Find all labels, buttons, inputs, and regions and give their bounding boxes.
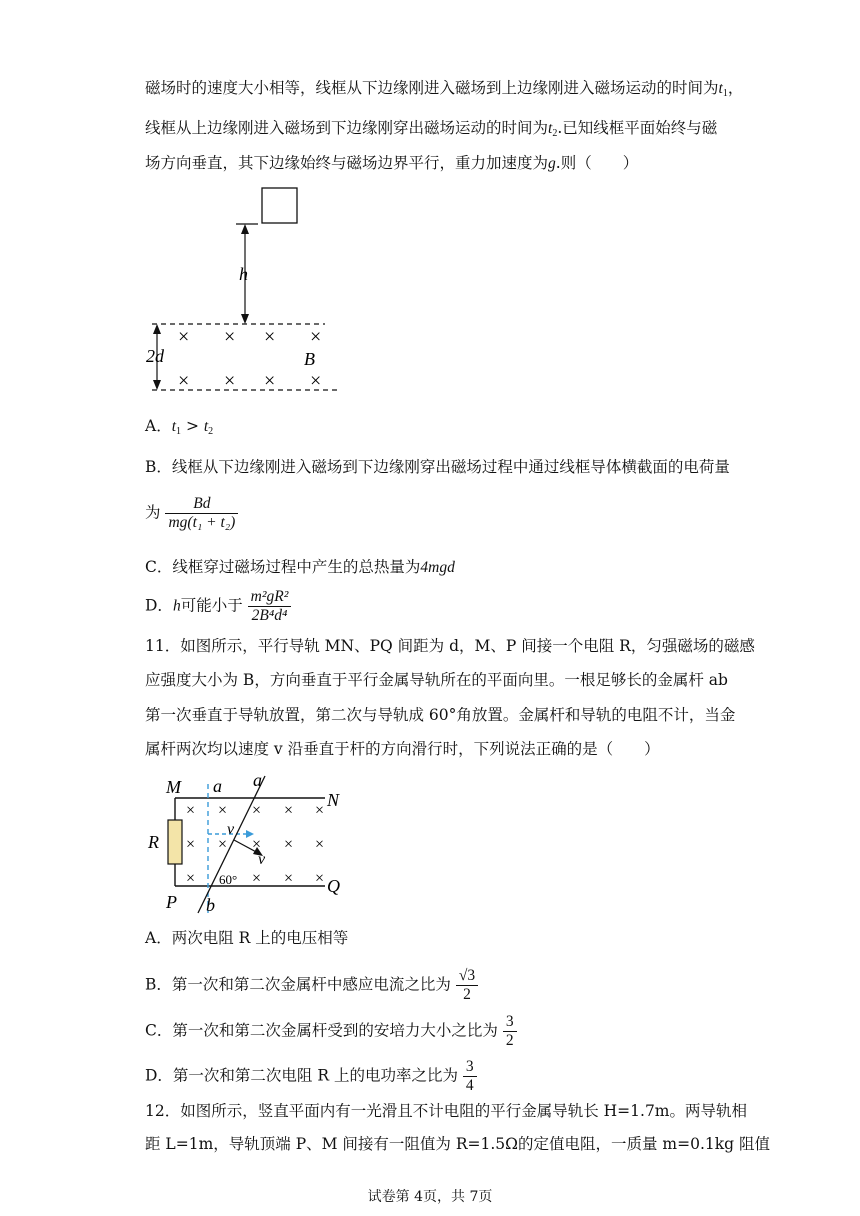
q11-stem-line-4: 属杆两次均以速度 v 沿垂直于杆的方向滑行时，下列说法正确的是（ ） [145,740,660,758]
q10-option-c: C．线框穿过磁场过程中产生的总热量为4mgd [145,558,455,576]
figure-rails-rod [140,768,360,918]
q11-option-d: D．第一次和第二次电阻 R 上的电功率之比为 $\frac{3}{4}$ [145,1058,477,1095]
q10-option-b: B．线框从下边缘刚进入磁场到下边缘刚穿出磁场过程中通过线框导体横截面的电荷量 [145,458,730,476]
square-frame [262,188,297,223]
q11-option-b: B．第一次和第二次金属杆中感应电流之比为 $\frac{√3}{2}$ [145,967,478,1004]
svg-text:×: × [186,836,196,853]
q10-option-b-fraction: 为 $\frac{Bd}{\text{mg(t₁ + t₂)}}$ [145,495,238,532]
field-cross: × [224,326,236,348]
svg-text:60°: 60° [219,872,238,887]
svg-text:×: × [186,802,196,819]
svg-text:v: v [227,821,235,838]
q11-option-c: C．第一次和第二次金属杆受到的安培力大小之比为 $\frac{3}{2}$ [145,1013,517,1050]
field-cross: × [178,370,190,392]
svg-text:×: × [218,802,228,819]
svg-text:P: P [166,892,177,912]
h-label: h [239,264,248,284]
q12-stem-line-2: 距 L=1m，导轨顶端 P、M 间接有一阻值为 R=1.5Ω的定值电阻，一质量 m=0.1kg 阻值 [145,1135,771,1153]
q11-stem-line-1: 11．如图所示，平行导轨 MN、PQ 间距为 d，M、P 间接一个电阻 R，匀强磁场的磁感 [145,637,755,655]
resistor-R [168,820,182,864]
svg-text:v: v [258,851,266,868]
figure-falling-frame [140,180,360,395]
q10-option-a: A．$t_1 > t_2$ [145,417,214,437]
field-cross: × [310,326,322,348]
svg-text:×: × [252,836,262,853]
svg-text:×: × [284,802,294,819]
field-cross: × [264,326,276,348]
svg-text:b: b [206,895,215,915]
field-cross: × [178,326,190,348]
field-cross: × [310,370,322,392]
q12-stem-line-1: 12．如图所示，竖直平面内有一光滑且不计电阻的平行金属导轨长 H=1.7m。两导轨相 [145,1102,748,1120]
svg-text:×: × [284,836,294,853]
svg-text:×: × [186,870,196,887]
q10-stem-line-1: 磁场时的速度大小相等，线框从下边缘刚进入磁场到上边缘刚进入磁场运动的时间为$t_1$， [145,79,744,99]
page-footer: 试卷第 4页，共 7页 [367,1189,493,1205]
charge-fraction: $\frac{Bd}{\text{mg(t₁ + t₂)}}$ [165,495,238,532]
field-cross: × [264,370,276,392]
svg-text:×: × [315,836,325,853]
h-fraction: $\frac{\text{m²gR²}}{\text{2B⁴d⁴}}$ [248,588,292,625]
svg-text:×: × [315,802,325,819]
svg-text:a: a [253,770,262,790]
q10-option-d: D．h可能小于 $\frac{\text{m²gR²}}{\text{2B⁴d⁴}}$ [145,588,291,625]
svg-text:a: a [213,776,222,796]
svg-text:×: × [315,870,325,887]
2d-label: 2d [146,346,164,366]
svg-text:×: × [218,836,228,853]
svg-text:×: × [252,802,262,819]
svg-text:R: R [148,832,159,852]
svg-text:N: N [327,790,340,810]
q11-stem-line-2: 应强度大小为 B，方向垂直于平行金属导轨所在的平面向里。一根足够长的金属杆 ab [145,671,728,689]
svg-text:M: M [166,777,181,797]
svg-text:Q: Q [327,876,340,896]
q10-stem-line-2: 线框从上边缘刚进入磁场到下边缘刚穿出磁场运动的时间为$t_2$.已知线框平面始终与磁 [145,119,718,139]
q10-stem-line-3: 场方向垂直，其下边缘始终与磁场边界平行，重力加速度为g.则（ ） [145,154,639,172]
B-label: B [304,349,315,369]
field-cross: × [224,370,236,392]
svg-text:×: × [284,870,294,887]
q11-stem-line-3: 第一次垂直于导轨放置，第二次与导轨成 60°角放置。金属杆和导轨的电阻不计，当金 [145,706,736,724]
svg-text:×: × [252,870,262,887]
q11-option-a: A．两次电阻 R 上的电压相等 [145,929,349,947]
